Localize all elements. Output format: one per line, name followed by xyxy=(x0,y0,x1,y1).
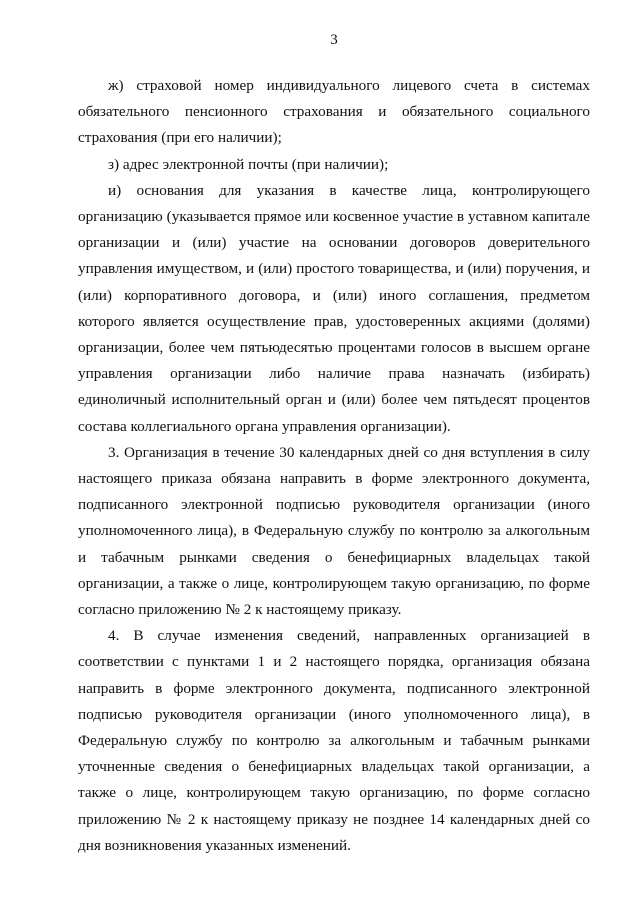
paragraph-email: з) адрес электронной почты (при наличии); xyxy=(108,155,389,173)
paragraph-control-grounds: и) основания для указания в качестве лица, контролирующего организацию (указывается прямое или косвенное участие в уставном капитале организации и (или) участие на основании договоров доверительного управления имуществом, и (или) простого товарищества, и (или) поручения, и (или) корпоративного договора, и (или) иного соглашения, предметом которого является осуществление прав, удостоверенных акциями (долями) организации, более чем пятьюдесятью процентами голосов в высшем органе управления организации либо наличие права назначать (избирать) единоличный исполнительный орган и (или) более чем пятьдесят процентов состава коллегиального органа управления организации). xyxy=(78,181,590,435)
paragraph-item-3: 3. Организация в течение 30 календарных дней со дня вступления в силу настоящего приказа обязана направить в форме электронного документа, подписанного электронной подписью руководителя организации (иного уполномоченного лица), в Федеральную службу по контролю за алкогольным и табачным рынками сведения о бенефициарных владельцах такой организации, а также о лице, контролирующем такую организацию, по форме согласно приложению № 2 к настоящему приказу. xyxy=(78,443,590,619)
paragraph-item-4: 4. В случае изменения сведений, направленных организацией в соответствии с пунктами 1 и 2 настоящего порядка, организация обязана направить в форме электронного документа, подписанного электронной подписью руководителя организации (иного уполномоченного лица), в Федеральную службу по контролю за алкогольным и табачным рынками уточненные сведения о бенефициарных владельцах такой организации, а также о лице, контролирующем такую организацию, по форме согласно приложению № 2 к настоящему приказу не позднее 14 календарных дней со дня возникновения указанных изменений. xyxy=(78,627,590,854)
paragraph-insurance-number: ж) страховой номер индивидуального лицевого счета в системах обязательного пенсионного страхования и обязательного социального страхования (при его наличии); xyxy=(78,77,590,147)
page-number: 3 xyxy=(330,32,338,48)
